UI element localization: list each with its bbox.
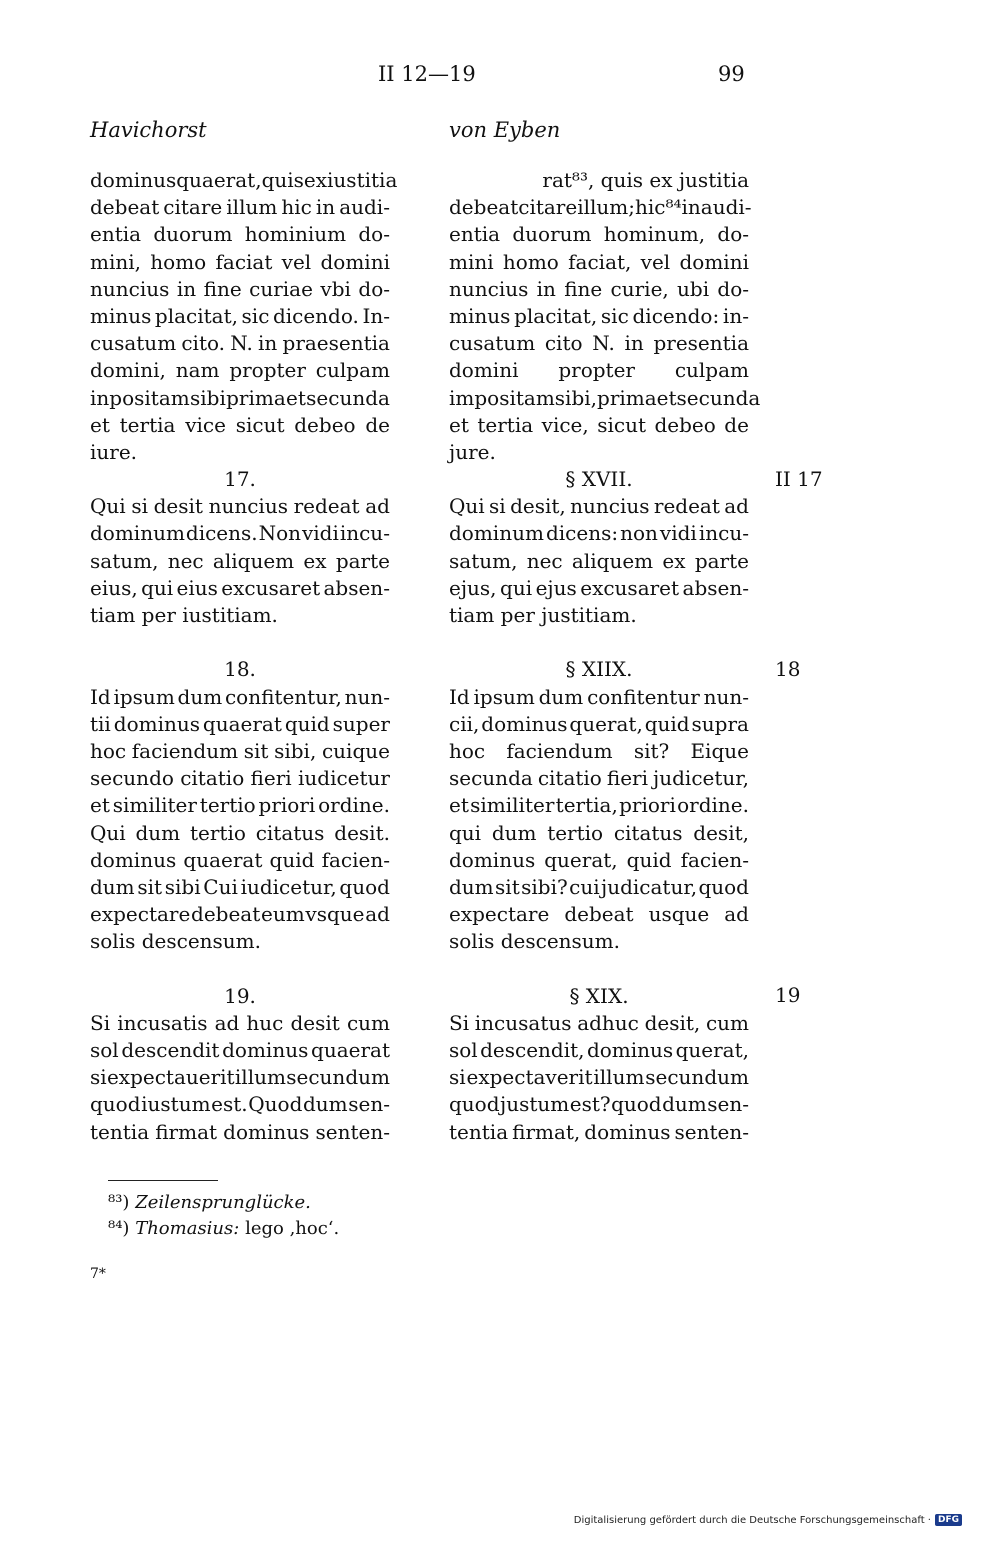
- margin-number: II 17: [775, 467, 823, 491]
- footnote-text: Zeilensprunglücke.: [135, 1192, 311, 1213]
- footnote-mark: ⁸³): [108, 1192, 130, 1213]
- footnote-label: Thomasius:: [135, 1218, 240, 1239]
- text-line: Id ipsum dum confitentur, nun-: [90, 684, 390, 709]
- text-line: solis descensum.: [449, 929, 621, 954]
- credit-text: Digitalisierung gefördert durch die Deutsche Forschungsgemeinschaft ·: [573, 1514, 931, 1526]
- blank-line: [449, 629, 749, 656]
- digitization-credit: [574, 1514, 962, 1526]
- text-line: dominum dicens. Non vidi incu-: [90, 521, 390, 546]
- margin-number: 18: [775, 657, 801, 681]
- text-line: si expectauerit illum secundum: [90, 1065, 390, 1090]
- section-heading: 17.: [224, 467, 256, 492]
- text-line: sol descendit dominus quaerat: [90, 1038, 390, 1062]
- text-line: Id ipsum dum confitentur nun-: [449, 684, 749, 709]
- footnote-84: [108, 1218, 339, 1239]
- text-line: expectare debeat usque ad: [449, 902, 749, 927]
- text-line: debeat citare illum hic in audi-: [90, 195, 390, 220]
- dfg-logo: DFG: [935, 1514, 962, 1526]
- running-header-section: II 12—19: [378, 62, 476, 86]
- blank-line: [90, 955, 390, 982]
- text-line: secundo citatio fieri iudicetur: [90, 766, 390, 791]
- page-number: 99: [718, 62, 745, 86]
- text-line: entia duorum hominum, do-: [449, 222, 749, 247]
- printer-signature: 7*: [90, 1266, 106, 1282]
- text-line: Qui dum tertio citatus desit.: [90, 820, 390, 845]
- text-line: si expectaverit illum secundum: [449, 1065, 749, 1090]
- footnote-mark: ⁸⁴): [108, 1218, 130, 1239]
- text-line: Qui si desit, nuncius redeat ad: [449, 494, 749, 519]
- blank-line: [449, 955, 749, 982]
- footnote-83: [108, 1192, 311, 1213]
- text-line: et tertia vice sicut debeo de: [90, 412, 390, 437]
- text-line: minus placitat, sic dicendo. In-: [90, 303, 390, 328]
- section-heading: § XVII.: [565, 467, 633, 492]
- margin-number: 19: [775, 983, 801, 1007]
- text-line: quod justum est? quod dum sen-: [449, 1092, 749, 1117]
- text-line: sol descendit, dominus querat,: [449, 1038, 749, 1062]
- text-line: qui dum tertio citatus desit,: [449, 820, 749, 845]
- text-line: expectare debeat eum vsque ad: [90, 902, 390, 927]
- text-line: et tertia vice, sicut debeo de: [449, 412, 749, 437]
- text-line: rat⁸³, quis ex justitia: [542, 168, 749, 192]
- text-line: dum sit sibi Cui iudicetur, quod: [90, 874, 390, 899]
- text-line: dominum dicens: non vidi incu-: [449, 521, 749, 546]
- text-line: Si incusatus adhuc desit, cum: [449, 1010, 749, 1035]
- text-line: nuncius in fine curiae vbi do-: [90, 276, 390, 301]
- text-line: mini, homo faciat vel domini: [90, 249, 390, 274]
- left-column-text: [90, 167, 398, 1146]
- text-line: tiam per iustitiam.: [90, 603, 278, 627]
- text-line: Si incusatis ad huc desit cum: [90, 1010, 390, 1035]
- footnote-text: lego ‚hoc‘.: [245, 1218, 340, 1239]
- text-line: satum, nec aliquem ex parte: [449, 548, 749, 573]
- text-line: dominus quaerat quid facien-: [90, 847, 390, 872]
- text-line: satum, nec aliquem ex parte: [90, 548, 390, 573]
- right-column-text: [449, 167, 761, 1146]
- text-line: secunda citatio fieri judicetur,: [449, 766, 749, 791]
- text-line: et similiter tertia, priori ordine.: [449, 793, 749, 818]
- text-line: ejus, qui ejus excusaret absen-: [449, 575, 749, 600]
- text-line: et similiter tertio priori ordine.: [90, 793, 390, 818]
- left-column-title: Havichorst: [90, 118, 207, 142]
- text-line: Qui si desit nuncius redeat ad: [90, 494, 390, 519]
- text-line: cusatum cito. N. in praesentia: [90, 331, 390, 356]
- text-line: tentia firmat dominus senten-: [90, 1119, 390, 1144]
- text-line: hoc faciendum sit sibi, cuique: [90, 738, 390, 763]
- text-line: quod iustum est. Quod dum sen-: [90, 1092, 390, 1117]
- text-line: iure.: [90, 439, 138, 464]
- text-line: mini homo faciat, vel domini: [449, 249, 749, 274]
- section-heading: 19.: [224, 983, 256, 1008]
- text-line: dum sit sibi? cui judicatur, quod: [449, 874, 749, 899]
- text-line: debeat citare illum; hic⁸⁴ inaudi-: [449, 195, 752, 220]
- text-line: domini, nam propter culpam: [90, 358, 390, 383]
- text-line: cusatum cito N. in presentia: [449, 331, 749, 356]
- text-line: minus placitat, sic dicendo: in-: [449, 303, 749, 328]
- text-line: domini propter culpam: [449, 358, 749, 383]
- text-line: hoc faciendum sit? Eique: [449, 738, 749, 763]
- footnote-rule: [108, 1180, 218, 1181]
- text-line: dominus querat, quid facien-: [449, 847, 749, 872]
- text-line: inpositam sibi prima et secunda: [90, 385, 390, 410]
- text-line: tii dominus quaerat quid super: [90, 711, 390, 736]
- section-heading: 18.: [224, 657, 256, 682]
- text-line: impositam sibi, prima et secunda: [449, 385, 761, 410]
- text-line: dominus quaerat, quis ex iustitia: [90, 168, 398, 192]
- text-line: solis descensum.: [90, 929, 262, 954]
- blank-line: [90, 629, 390, 656]
- text-line: entia duorum hominium do-: [90, 222, 390, 247]
- text-line: tiam per justitiam.: [449, 603, 637, 627]
- text-line: cii, dominus querat, quid supra: [449, 711, 749, 736]
- text-line: nuncius in fine curie, ubi do-: [449, 276, 749, 301]
- section-heading: § XIIX.: [565, 657, 633, 682]
- text-line: jure.: [449, 439, 496, 464]
- section-heading: § XIX.: [569, 983, 629, 1008]
- text-line: eius, qui eius excusaret absen-: [90, 575, 390, 600]
- right-column-title: von Eyben: [449, 118, 561, 142]
- text-line: tentia firmat, dominus senten-: [449, 1119, 749, 1144]
